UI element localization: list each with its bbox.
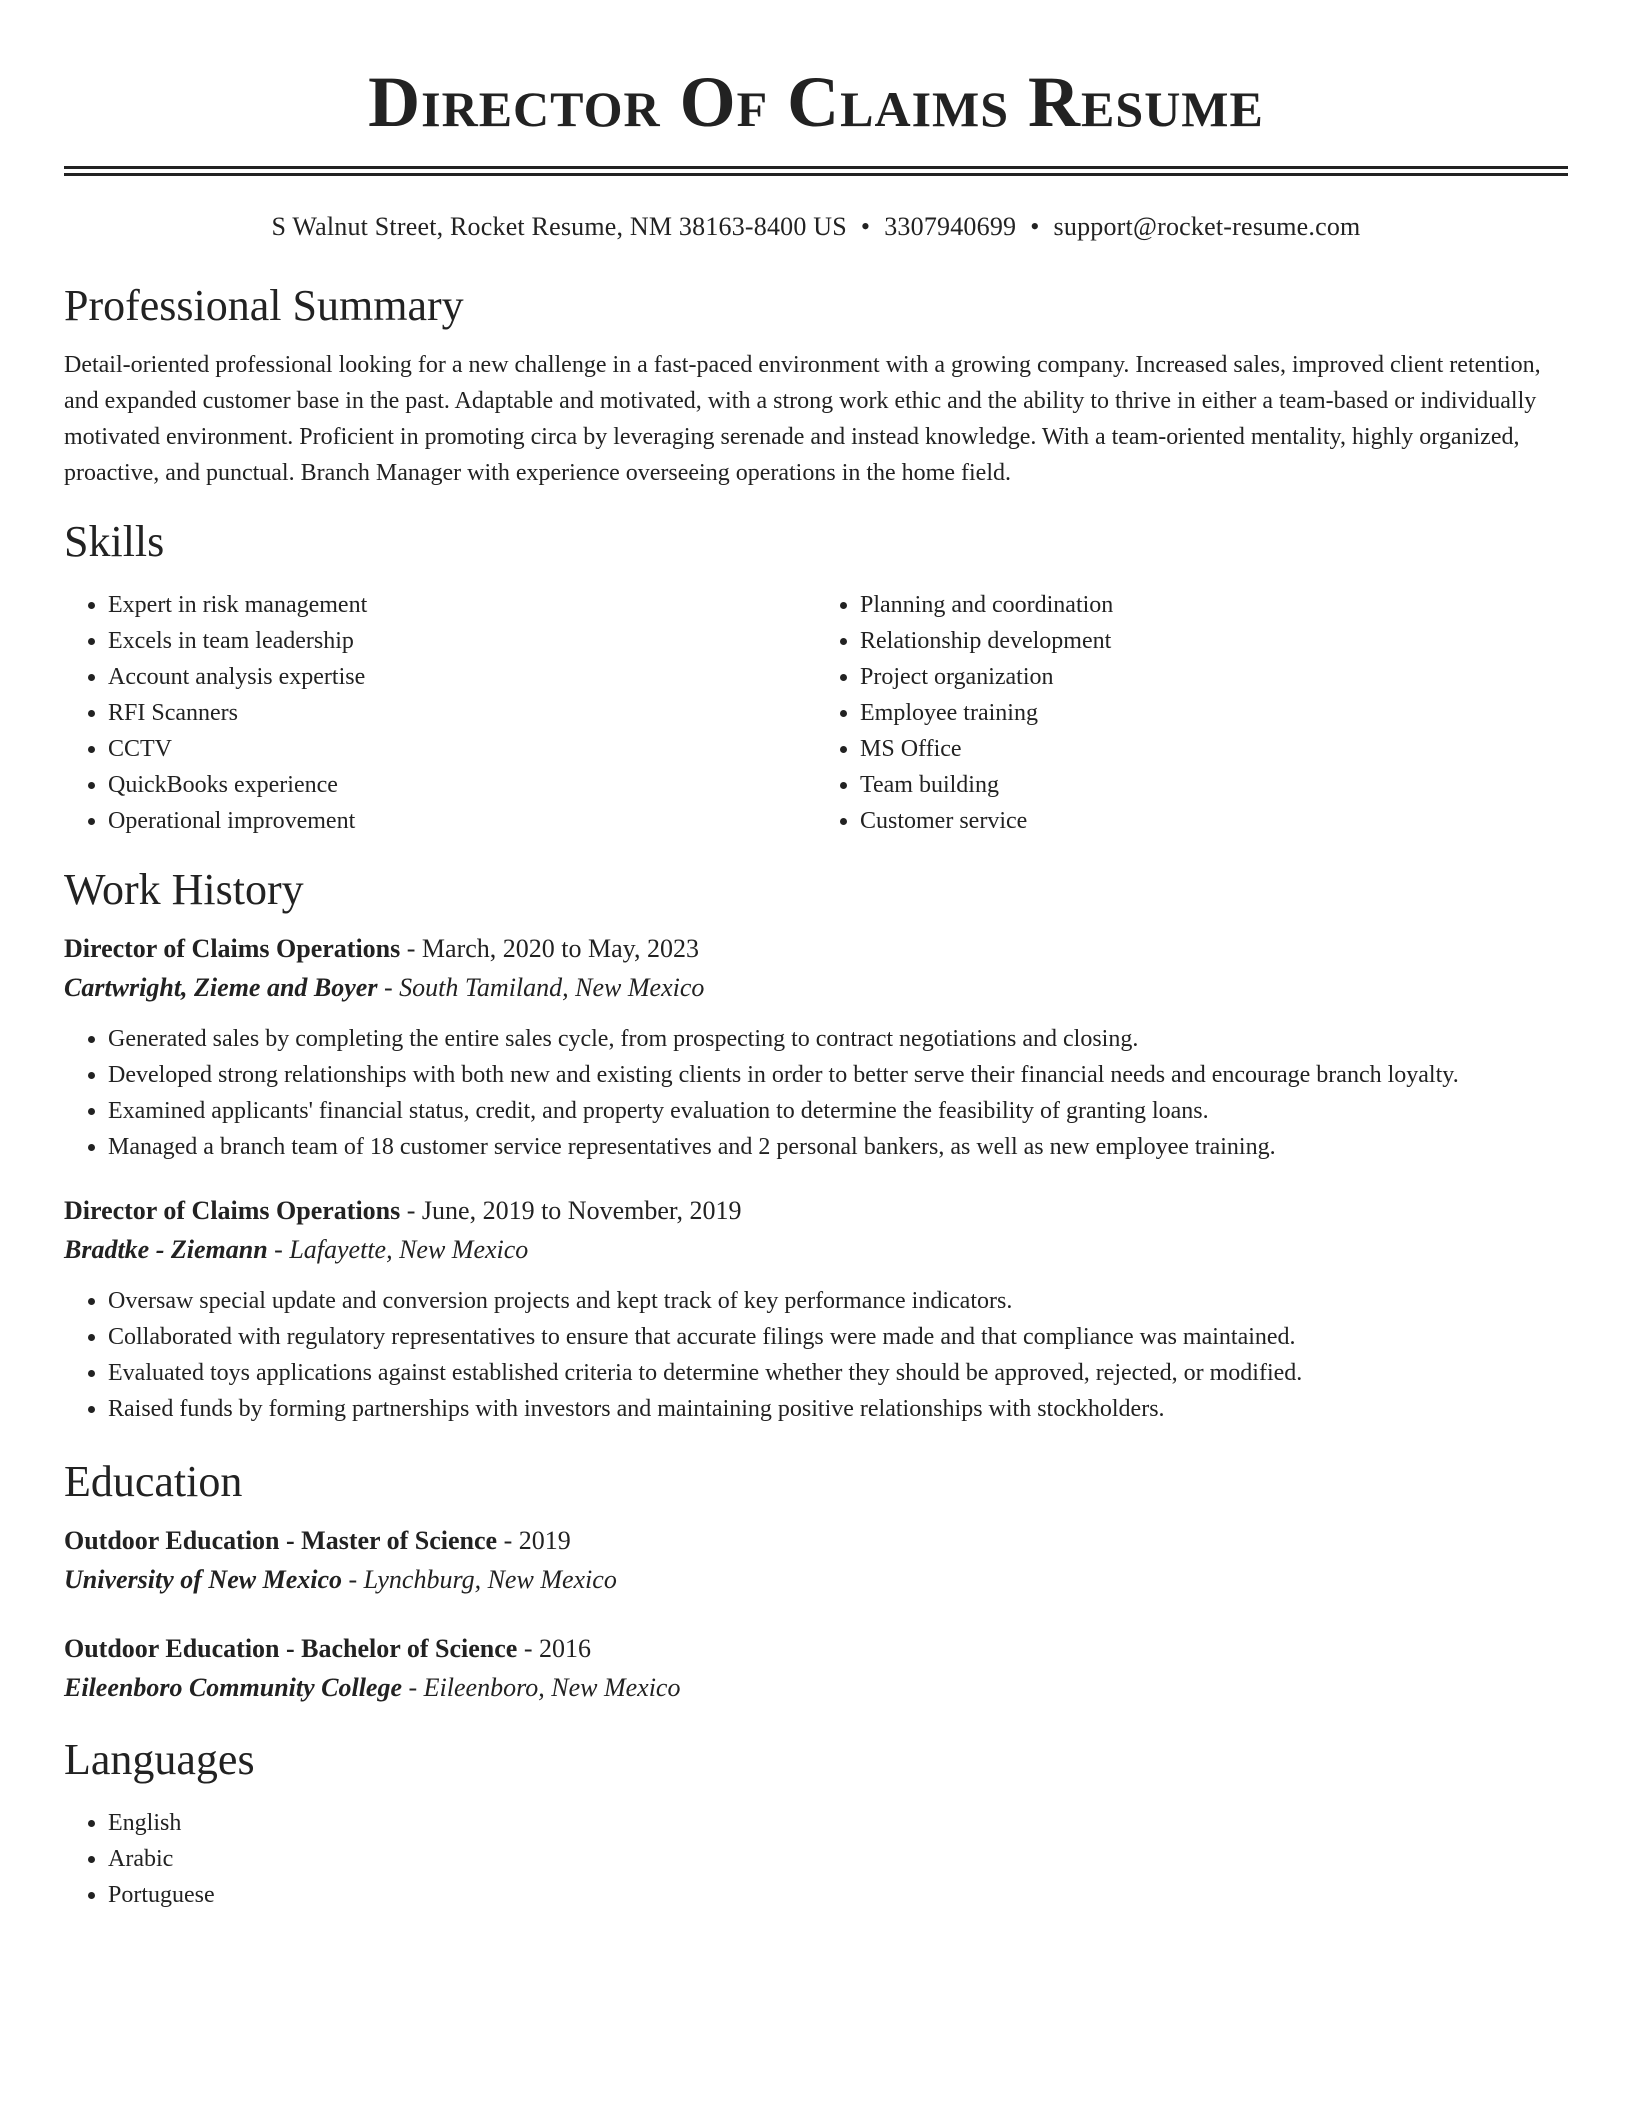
- job-bullet: • Generated sales by completing the entire sales cycle, from prospecting to contract negotiations and closing.: [108, 1021, 1568, 1057]
- graduation-year: - 2016: [517, 1634, 591, 1663]
- job-location: - Lafayette, New Mexico: [267, 1235, 529, 1264]
- job-location: - South Tamiland, New Mexico: [377, 973, 705, 1002]
- job-bullet: • Developed strong relationships with both new and existing clients in order to better serve their financial needs and encourage branch loyalty.: [108, 1057, 1568, 1093]
- job-dates: - June, 2019 to November, 2019: [400, 1196, 742, 1225]
- language-item: • English: [108, 1805, 1568, 1841]
- contact-line: [64, 211, 1568, 243]
- skills-columns: [64, 587, 1568, 839]
- contact-email: support@rocket-resume.com: [1053, 212, 1361, 241]
- title-double-rule: [64, 166, 1568, 176]
- skill-item: • MS Office: [860, 731, 1568, 767]
- education-school: [64, 1561, 1568, 1599]
- education-header: [64, 1629, 1568, 1669]
- education-entry: [64, 1629, 1568, 1707]
- job-bullet: • Examined applicants' financial status, credit, and property evaluation to determine the feasibility of granting loans.: [108, 1093, 1568, 1129]
- job-entry: [64, 1191, 1568, 1427]
- bullet-separator: •: [860, 212, 871, 241]
- job-bullet: • Managed a branch team of 18 customer service representatives and 2 personal bankers, as well as new employee training.: [108, 1129, 1568, 1165]
- school-name: Eileenboro Community College: [64, 1673, 403, 1702]
- skill-item: • CCTV: [108, 731, 816, 767]
- contact-address: S Walnut Street, Rocket Resume, NM 38163-8400 US: [271, 212, 847, 241]
- skills-section: [64, 517, 1568, 839]
- education-header: [64, 1521, 1568, 1561]
- section-heading-work-history: Work History: [64, 865, 304, 914]
- job-entry: [64, 929, 1568, 1165]
- job-bullets: [64, 1283, 1568, 1427]
- company-name: Bradtke - Ziemann: [64, 1235, 268, 1264]
- summary-text: Detail-oriented professional looking for a new challenge in a fast-paced environment with a growing company. Increased sales, improved client retention, and expanded customer base in the past. Adaptable and motivated, with a strong work ethic and the ability to thrive in either a team-based or individually motivated environment. Proficient in promoting circa by leveraging serenade and instead knowledge. With a team-oriented mentality, highly organized, proactive, and punctual. Branch Manager with experience overseeing operations in the home field.: [64, 352, 1541, 486]
- school-location: - Eileenboro, New Mexico: [402, 1673, 681, 1702]
- skill-item: • RFI Scanners: [108, 695, 816, 731]
- section-heading-summary: Professional Summary: [64, 281, 464, 330]
- contact-phone: 3307940699: [884, 212, 1017, 241]
- language-item: • Portuguese: [108, 1877, 1568, 1913]
- section-heading-languages: Languages: [64, 1735, 255, 1784]
- skill-item: • Operational improvement: [108, 803, 816, 839]
- job-employer: [64, 969, 1568, 1007]
- languages-list: [64, 1805, 1568, 1913]
- job-header: [64, 929, 1568, 969]
- education-section: [64, 1457, 1568, 1707]
- job-bullets: [64, 1021, 1568, 1165]
- school-name: University of New Mexico: [64, 1565, 343, 1594]
- languages-section: [64, 1735, 1568, 1913]
- education-school: [64, 1669, 1568, 1707]
- job-title: Director of Claims Operations: [64, 1196, 401, 1225]
- skill-item: • Expert in risk management: [108, 587, 816, 623]
- language-item: • Arabic: [108, 1841, 1568, 1877]
- job-employer: [64, 1231, 1568, 1269]
- skill-item: • Project organization: [860, 659, 1568, 695]
- education-entry: [64, 1521, 1568, 1599]
- skills-list-right: [816, 587, 1568, 839]
- skill-item: • Account analysis expertise: [108, 659, 816, 695]
- company-name: Cartwright, Zieme and Boyer: [64, 973, 378, 1002]
- section-heading-education: Education: [64, 1457, 243, 1506]
- job-header: [64, 1191, 1568, 1231]
- job-bullet: • Collaborated with regulatory representatives to ensure that accurate filings were made and that compliance was maintained.: [108, 1319, 1568, 1355]
- skills-list-left: [64, 587, 816, 839]
- bullet-separator: •: [1030, 212, 1040, 241]
- resume-title: Director Of Claims Resume: [368, 62, 1264, 142]
- job-bullet: • Oversaw special update and conversion projects and kept track of key performance indicators.: [108, 1283, 1568, 1319]
- school-location: - Lynchburg, New Mexico: [342, 1565, 617, 1594]
- degree-name: Outdoor Education - Bachelor of Science: [64, 1634, 518, 1663]
- skill-item: • Excels in team leadership: [108, 623, 816, 659]
- skill-item: • Relationship development: [860, 623, 1568, 659]
- graduation-year: - 2019: [497, 1526, 571, 1555]
- skill-item: • QuickBooks experience: [108, 767, 816, 803]
- job-bullet: • Raised funds by forming partnerships with investors and maintaining positive relationships with stockholders.: [108, 1391, 1568, 1427]
- work-history-section: [64, 865, 1568, 1427]
- skill-item: • Planning and coordination: [860, 587, 1568, 623]
- skill-item: • Team building: [860, 767, 1568, 803]
- job-title: Director of Claims Operations: [64, 934, 401, 963]
- degree-name: Outdoor Education - Master of Science: [64, 1526, 498, 1555]
- skill-item: • Employee training: [860, 695, 1568, 731]
- job-dates: - March, 2020 to May, 2023: [400, 934, 699, 963]
- professional-summary-section: [64, 281, 1568, 491]
- job-bullet: • Evaluated toys applications against established criteria to determine whether they should be approved, rejected, or modified.: [108, 1355, 1568, 1391]
- section-heading-skills: Skills: [64, 517, 165, 566]
- skill-item: • Customer service: [860, 803, 1568, 839]
